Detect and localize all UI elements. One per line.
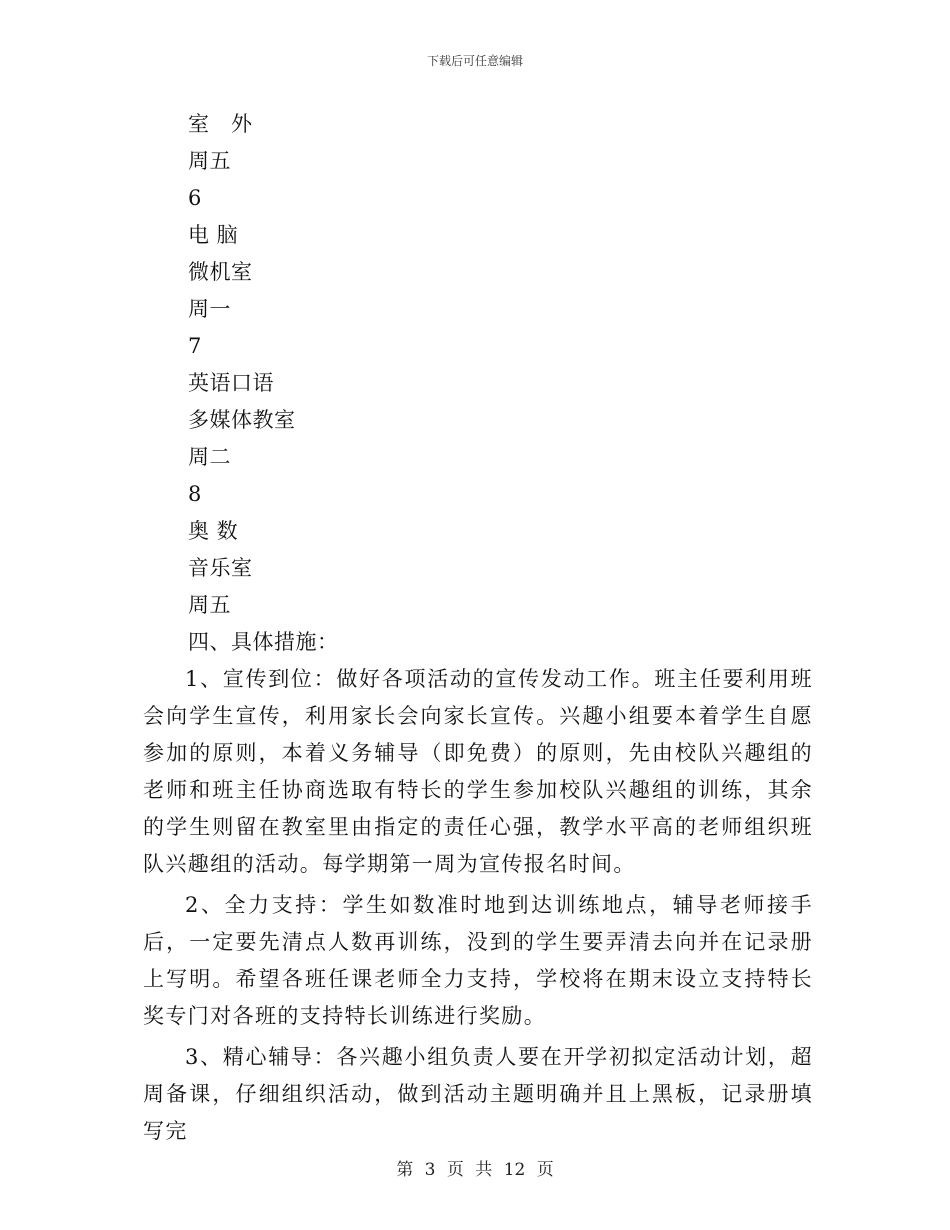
page-footer: 第 3 页 共 12 页 <box>396 1160 554 1180</box>
list-item: 周二 <box>188 445 231 469</box>
list-item: 多媒体教室 <box>188 408 296 432</box>
list-item: 奥 数 <box>188 519 239 543</box>
paragraph-publicity: 1、宣传到位：做好各项活动的宣传发动工作。班主任要利用班会向学生宣传，利用家长会向家长宣传。兴趣小组要本着学生自愿参加的原则，本着义务辅导（即免费）的原则，先由校队兴趣组的老师和班主任协商选取有特长的学生参加校队兴趣组的训练，其余的学生则留在教室里由指定的责任心强，教学水平高的老师组织班队兴趣组的活动。每学期第一周为宣传报名时间。 <box>143 667 813 876</box>
list-item: 周一 <box>188 297 231 321</box>
document-body <box>143 106 813 1154</box>
list-item: 6 <box>188 186 202 210</box>
list-item: 7 <box>188 334 202 358</box>
list-item: 周五 <box>188 593 231 617</box>
paragraph-guidance: 3、精心辅导：各兴趣小组负责人要在开学初拟定活动计划，超周备课，仔细组织活动，做到活动主题明确并且上黑板，记录册填写完 <box>143 1045 813 1143</box>
section-heading: 四、具体措施： <box>188 630 339 654</box>
list-item: 室 外 <box>188 112 253 136</box>
list-item: 音乐室 <box>188 556 253 580</box>
page-header: 下载后可任意编辑 <box>426 54 523 68</box>
list-item: 周五 <box>188 149 231 173</box>
list-item: 8 <box>188 482 202 506</box>
paragraph-support: 2、全力支持：学生如数准时地到达训练地点，辅导老师接手后，一定要先清点人数再训练，没到的学生要弄清去向并在记录册上写明。希望各班任课老师全力支持，学校将在期末设立支持特长奖专门对各班的支持特长训练进行奖励。 <box>143 893 813 1028</box>
list-item: 微机室 <box>188 260 253 284</box>
list-item: 英语口语 <box>188 371 274 395</box>
list-item: 电 脑 <box>188 223 239 247</box>
